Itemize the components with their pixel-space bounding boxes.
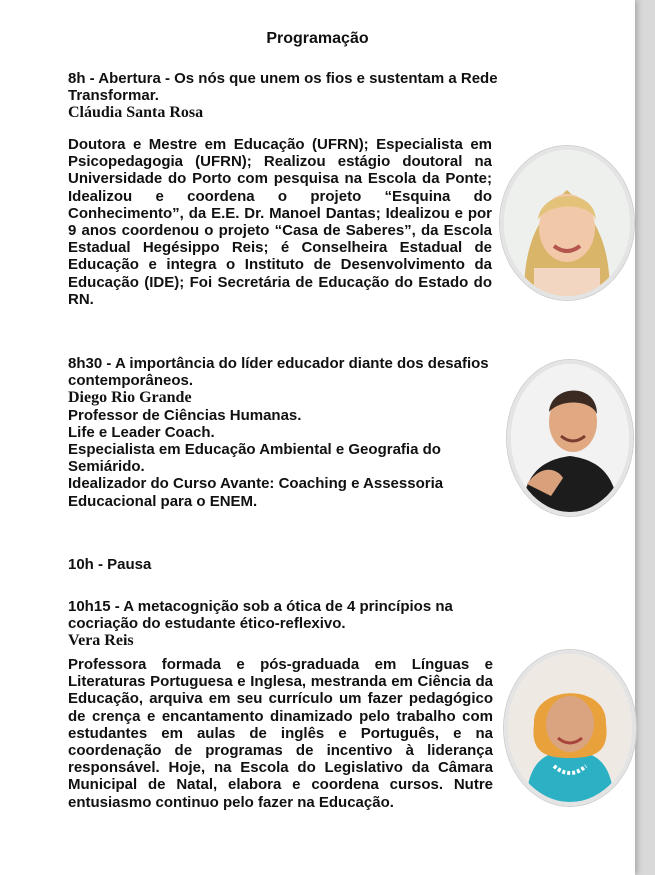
speaker-bio [68, 656, 493, 811]
session-leader [68, 355, 493, 510]
session-metacognition [68, 598, 493, 650]
speaker-bio-line: Especialista em Educação Ambiental e Geografia do Semiárido. [68, 441, 441, 476]
speaker-bio-line: Idealizador do Curso Avante: Coaching e Assessoria Educacional para o ENEM. [68, 475, 444, 510]
speaker-bio-text: Professora formada e pós-graduada em Línguas e Literaturas Portuguesa e Inglesa, mestranda em Ciência da Educação, arquiva em seu currículo um fazer pedagógico de crença e encantamento dinamizado pelo trabalho com estudantes em aulas de inglês e Português, e na coordenação de programas de incentivo à liderança responsável. Hoje, na Escola do Legislativo da Câmara Municipal de Natal, elabora e coordena cursos. Nutre entusiasmo continuo pelo fazer na Educação. [68, 656, 493, 811]
speaker-bio [68, 136, 492, 308]
session-break [68, 556, 493, 573]
speaker-bio-line: Professor de Ciências Humanas. [68, 406, 302, 424]
page-title: Programação [266, 30, 369, 47]
session-heading: 8h - Abertura - Os nós que unem os fios e sustentam a Rede Transformar. [68, 70, 498, 105]
speaker-photo-diego [507, 360, 633, 516]
speaker-bio-line: Life e Leader Coach. [68, 423, 215, 441]
speaker-name: Vera Reis [68, 632, 134, 650]
session-opening [68, 70, 558, 122]
speaker-bio-text: Doutora e Mestre em Educação (UFRN); Especialista em Psicopedagogia (UFRN); Realizou estágio doutoral na Universidade do Porto com pesquisa na Escola da Ponte; Idealizou e coordena o projeto “Esquina do Conhecimento”, da E.E. Dr. Manoel Dantas; Idealizou e por 9 anos coordenou o projeto “Casa de Saberes”, da Escola Estadual Hegésippo Reis; é Conselheira Estadual de Educação e integra o Instituto de Desenvolvimento da Educação (IDE); Foi Secretária de Educação do Estado do RN. [68, 136, 492, 308]
speaker-name: Diego Rio Grande [68, 389, 192, 407]
session-heading: 10h - Pausa [68, 556, 152, 573]
session-heading: 8h30 - A importância do líder educador diante dos desafios contemporâneos. [68, 355, 489, 390]
speaker-photo-vera [504, 650, 636, 806]
speaker-photo-claudia [500, 146, 634, 300]
session-heading: 10h15 - A metacognição sob a ótica de 4 princípios na cocriação do estudante ético-reflexivo. [68, 598, 453, 633]
speaker-name: Cláudia Santa Rosa [68, 104, 204, 122]
